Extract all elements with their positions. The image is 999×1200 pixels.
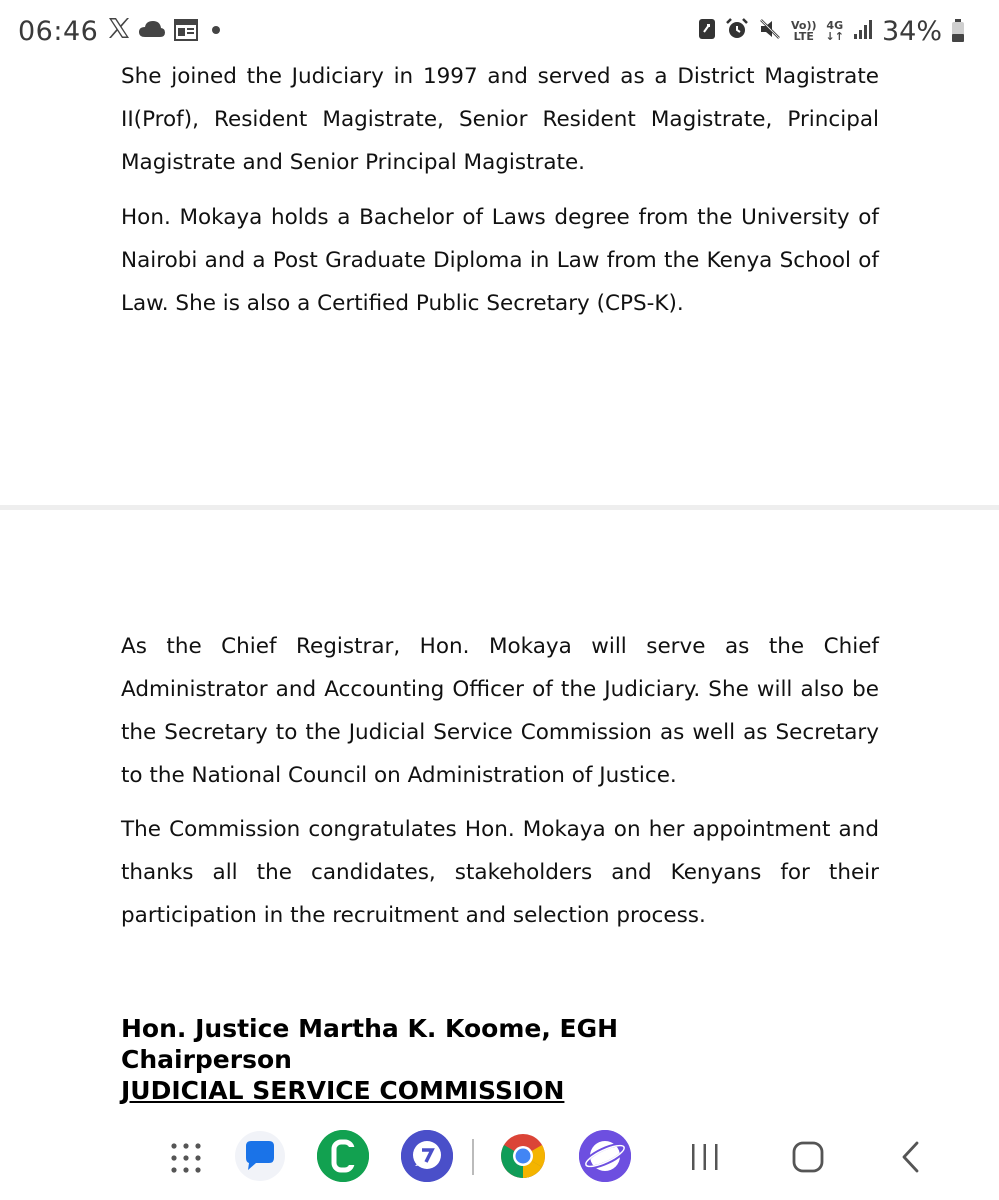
signatory-organization: JUDICIAL SERVICE COMMISSION [121, 1076, 565, 1105]
battery-percent: 34% [881, 15, 942, 47]
signature-block [121, 1013, 618, 1106]
messages-icon[interactable] [234, 1130, 286, 1182]
samsung-internet-icon[interactable] [579, 1130, 631, 1182]
status-time: 06:46 [18, 16, 99, 47]
x-icon [106, 15, 132, 41]
recent-apps-icon[interactable] [684, 1136, 726, 1178]
screenshot-icon [698, 17, 716, 45]
app-grid-icon[interactable] [162, 1134, 210, 1182]
home-icon[interactable] [787, 1136, 829, 1178]
messenger-icon[interactable] [401, 1130, 453, 1182]
paragraph-text: She joined the Judiciary in 1997 and served as a District Magistrate II(Prof), Resident Magistrate, Senior Resident Magistrate, Principal Magistrate and Senior Principal Magistrate. [121, 64, 879, 175]
news-icon [173, 18, 199, 42]
phone-icon[interactable] [317, 1130, 369, 1182]
signatory-title: Chairperson [121, 1045, 292, 1074]
volte-icon [791, 20, 817, 42]
battery-icon [951, 19, 965, 43]
mute-icon [758, 17, 782, 45]
status-bar [0, 0, 999, 60]
network-4g-icon [826, 20, 844, 42]
dock-separator [472, 1139, 474, 1175]
network-label: 4G [826, 19, 844, 32]
document-paragraph [121, 55, 879, 184]
page-divider [0, 505, 999, 510]
alarm-icon [725, 17, 749, 45]
document-paragraph [121, 808, 879, 937]
paragraph-text: As the Chief Registrar, Hon. Mokaya will serve as the Chief Administrator and Accounting Officer of the Judiciary. She will also be the Secretary to the Judicial Service Commission as well as Secretary to the National Council on Administration of Justice. [121, 634, 879, 788]
volte-line1: Vo)) [791, 19, 817, 32]
cloud-icon [138, 18, 166, 40]
dot-icon [212, 26, 220, 34]
chrome-icon[interactable] [497, 1130, 549, 1182]
taskbar-dock [0, 1112, 999, 1200]
paragraph-text: The Commission congratulates Hon. Mokaya on her appointment and thanks all the candidates, stakeholders and Kenyans for their participation in the recruitment and selection process. [121, 817, 879, 928]
document-paragraph [121, 196, 879, 325]
back-icon[interactable] [890, 1136, 932, 1178]
signatory-name: Hon. Justice Martha K. Koome, EGH [121, 1014, 619, 1043]
status-right-icons [698, 14, 965, 48]
data-arrows-icon: ↓↑ [825, 30, 844, 43]
paragraph-text: Hon. Mokaya holds a Bachelor of Laws degree from the University of Nairobi and a Post Graduate Diploma in Law from the Kenya School of Law. She is also a Certified Public Secretary (CPS-K). [121, 205, 879, 316]
signal-icon [853, 18, 873, 44]
document-paragraph [121, 625, 879, 797]
volte-line2: LTE [793, 30, 814, 43]
